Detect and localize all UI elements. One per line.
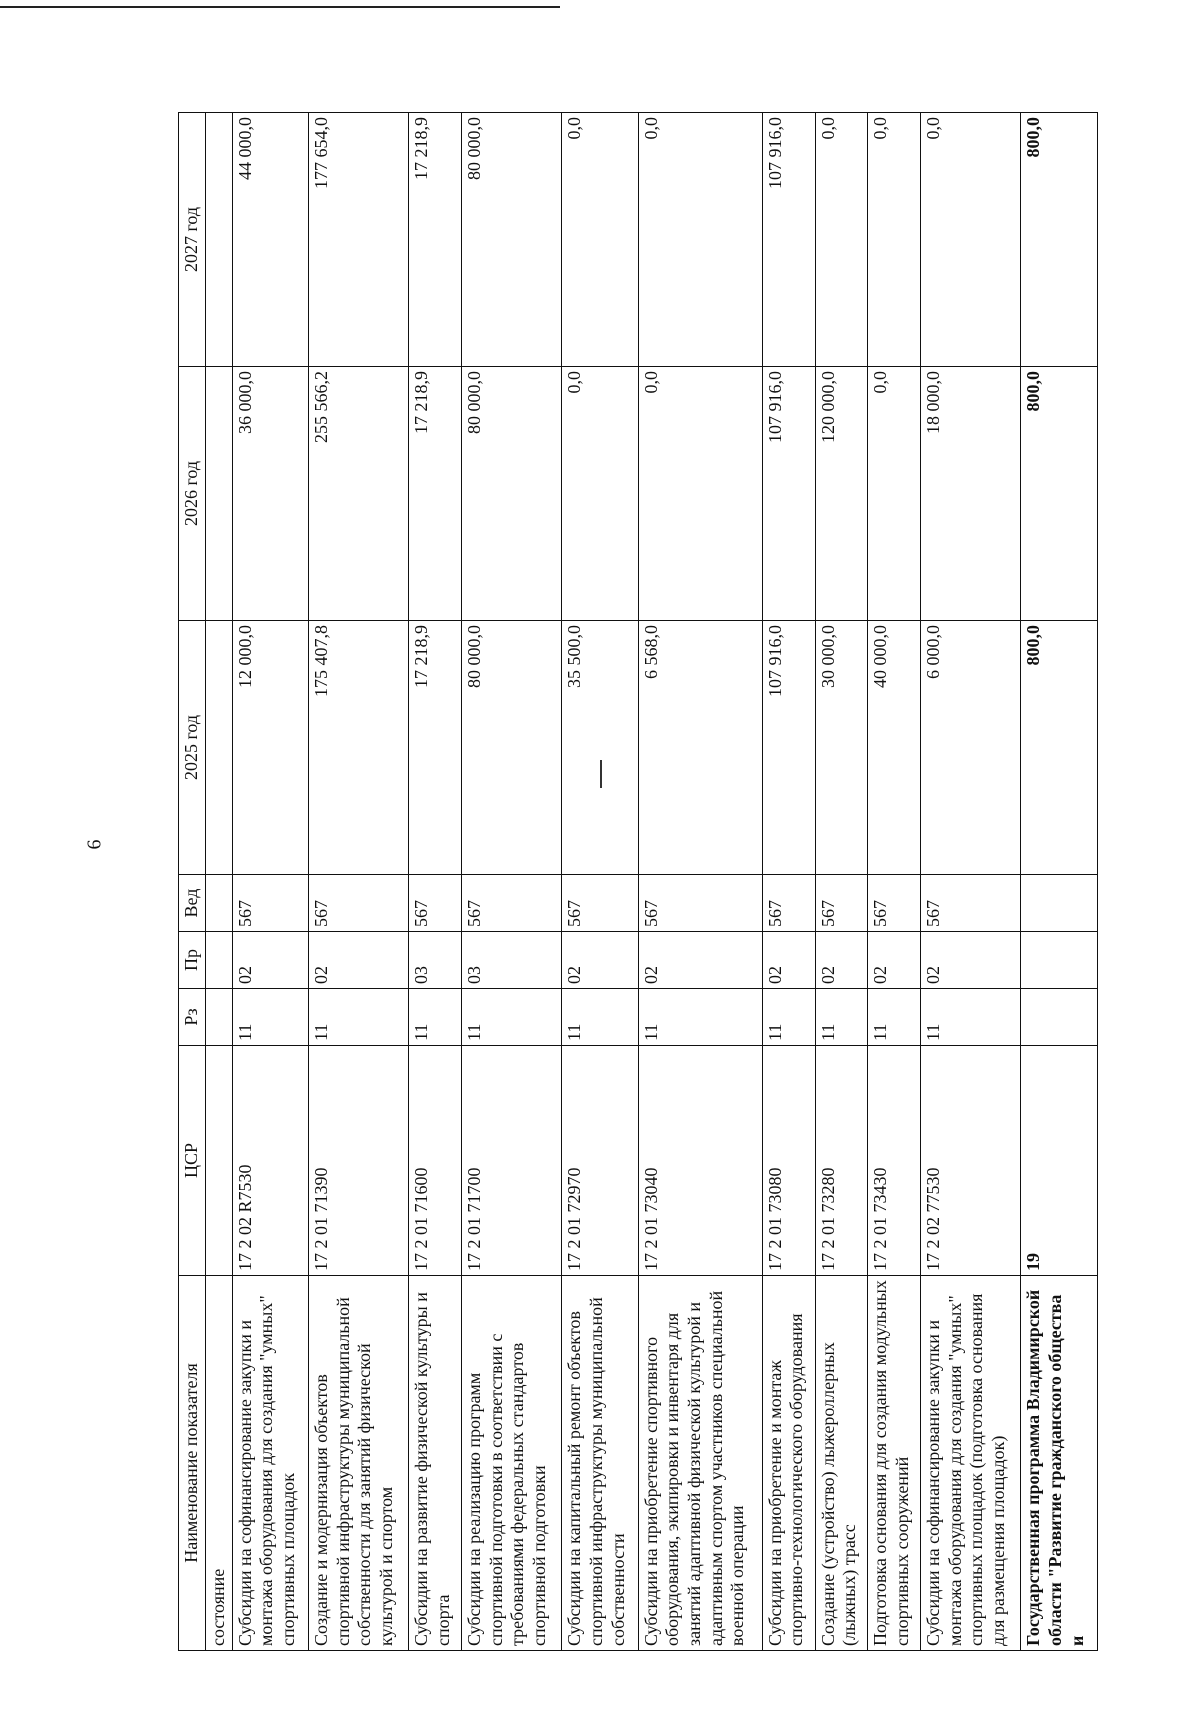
cell-name: Создание (устройство) лыжероллерных (лыжных) трасс [815, 1276, 868, 1651]
table-row [815, 113, 868, 1651]
cell-rz: 11 [462, 989, 562, 1046]
cell-2026: 255 566,2 [309, 367, 409, 621]
cell-2027: 800,0 [1021, 113, 1098, 367]
cell-rz: 11 [762, 989, 815, 1046]
cell-pr: 02 [232, 932, 309, 989]
cell-csr: 17 2 01 73430 [868, 1046, 921, 1276]
header-2026: 2026 год [179, 367, 206, 621]
cell-2025: 12 000,0 [232, 621, 309, 875]
header-csr: ЦСР [179, 1046, 206, 1276]
budget-table [178, 112, 1098, 1651]
scan-edge-line [0, 6, 560, 8]
table-row [762, 113, 815, 1651]
cell-2026: 17 218,9 [409, 367, 462, 621]
cell-2026: 107 916,0 [762, 367, 815, 621]
cell-name: Субсидии на капитальный ремонт объектов спортивной инфраструктуры муниципальной собственности [562, 1276, 639, 1651]
cell-name: Субсидии на софинансирование закупки и монтажа оборудования для создания "умных" спортивных площадок [232, 1276, 309, 1651]
cell-csr: 17 2 01 73080 [762, 1046, 815, 1276]
cell-2027: 0,0 [815, 113, 868, 367]
cell-csr: 17 2 02 77530 [921, 1046, 1021, 1276]
cell-2027: 80 000,0 [462, 113, 562, 367]
cell-name: Субсидии на софинансирование закупки и монтажа оборудования для создания "умных" спортивных площадок (подготовка основания для размещения площадок) [921, 1276, 1021, 1651]
table-row [309, 113, 409, 1651]
cell-name: Субсидии на реализацию программ спортивной подготовки в соответствии с требованиями федеральных стандартов спортивной подготовки [462, 1276, 562, 1651]
table-row [868, 113, 921, 1651]
cell-ved: 567 [309, 875, 409, 932]
cell-2026: 0,0 [562, 367, 639, 621]
cell-ved: 567 [815, 875, 868, 932]
cell-pr: 02 [309, 932, 409, 989]
cell-2027: 177 654,0 [309, 113, 409, 367]
cell-pr: 02 [762, 932, 815, 989]
cell-csr: 17 2 01 71390 [309, 1046, 409, 1276]
header-ved: Вед [179, 875, 206, 932]
continuation-text: состояние [205, 1276, 232, 1651]
table-row [562, 113, 639, 1651]
cell-2026: 800,0 [1021, 367, 1098, 621]
cell-pr [1021, 932, 1098, 989]
cell-pr: 02 [868, 932, 921, 989]
budget-table-container [178, 113, 1098, 1651]
table-row [462, 113, 562, 1651]
table-row-total [1021, 113, 1098, 1651]
cell-ved: 567 [638, 875, 762, 932]
cell-2026: 36 000,0 [232, 367, 309, 621]
cell-2026: 80 000,0 [462, 367, 562, 621]
cell-2025: 30 000,0 [815, 621, 868, 875]
table-row [409, 113, 462, 1651]
cell-csr: 17 2 02 R7530 [232, 1046, 309, 1276]
cell-rz: 11 [309, 989, 409, 1046]
cell-2027: 0,0 [562, 113, 639, 367]
cell-rz: 11 [409, 989, 462, 1046]
cell-2026: 0,0 [868, 367, 921, 621]
cell-ved: 567 [762, 875, 815, 932]
page-number: 6 [83, 839, 106, 850]
cell-ved: 567 [562, 875, 639, 932]
cell-name: Создание и модернизация объектов спортивной инфраструктуры муниципальной собственности для занятий физической культурой и спортом [309, 1276, 409, 1651]
cell-2025: 80 000,0 [462, 621, 562, 875]
cell-2027: 0,0 [638, 113, 762, 367]
cell-2025: 800,0 [1021, 621, 1098, 875]
header-pr: Пр [179, 932, 206, 989]
table-row-continuation [205, 113, 232, 1651]
header-rz: Рз [179, 989, 206, 1046]
cell-csr: 17 2 01 73280 [815, 1046, 868, 1276]
cell-rz: 11 [232, 989, 309, 1046]
cell-csr: 17 2 01 72970 [562, 1046, 639, 1276]
cell-2027: 44 000,0 [232, 113, 309, 367]
cell-pr: 03 [462, 932, 562, 989]
header-2027: 2027 год [179, 113, 206, 367]
cell-2025: 35 500,0 [562, 621, 639, 875]
cell-pr: 02 [815, 932, 868, 989]
cell-pr: 03 [409, 932, 462, 989]
cell-csr: 19 [1021, 1046, 1098, 1276]
cell-2027: 0,0 [921, 113, 1021, 367]
cell-csr: 17 2 01 73040 [638, 1046, 762, 1276]
cell-ved: 567 [409, 875, 462, 932]
table-header-row [179, 113, 206, 1651]
header-2025: 2025 год [179, 621, 206, 875]
cell-ved: 567 [868, 875, 921, 932]
table-row [638, 113, 762, 1651]
cell-pr: 02 [921, 932, 1021, 989]
cell-name: Подготовка основания для создания модульных спортивных сооружений [868, 1276, 921, 1651]
header-name: Наименование показателя [179, 1276, 206, 1651]
cell-2025: 40 000,0 [868, 621, 921, 875]
cell-rz: 11 [868, 989, 921, 1046]
cell-2027: 17 218,9 [409, 113, 462, 367]
cell-2025: 175 407,8 [309, 621, 409, 875]
cell-2025: 107 916,0 [762, 621, 815, 875]
cell-csr: 17 2 01 71600 [409, 1046, 462, 1276]
cell-2025: 6 000,0 [921, 621, 1021, 875]
table-body [205, 113, 1097, 1651]
cell-ved [1021, 875, 1098, 932]
cell-2025: 6 568,0 [638, 621, 762, 875]
cell-2026: 0,0 [638, 367, 762, 621]
cell-ved: 567 [921, 875, 1021, 932]
cell-name: Субсидии на приобретение и монтаж спортивно-технологического оборудования [762, 1276, 815, 1651]
cell-rz: 11 [921, 989, 1021, 1046]
cell-2027: 107 916,0 [762, 113, 815, 367]
table-row [921, 113, 1021, 1651]
cell-pr: 02 [638, 932, 762, 989]
cell-name: Государственная программа Владимирской области "Развитие гражданского общества и [1021, 1276, 1098, 1651]
cell-rz: 11 [638, 989, 762, 1046]
cell-2025: 17 218,9 [409, 621, 462, 875]
cell-csr: 17 2 01 71700 [462, 1046, 562, 1276]
cell-2027: 0,0 [868, 113, 921, 367]
cell-pr: 02 [562, 932, 639, 989]
cell-rz: 11 [562, 989, 639, 1046]
cell-rz [1021, 989, 1098, 1046]
cell-2026: 120 000,0 [815, 367, 868, 621]
cell-ved: 567 [462, 875, 562, 932]
table-row [232, 113, 309, 1651]
cell-name: Субсидии на приобретение спортивного оборудования, экипировки и инвентаря для занятий адаптивной физической культурой и адаптивным спортом участников специальной военной операции [638, 1276, 762, 1651]
cell-ved: 567 [232, 875, 309, 932]
cell-name: Субсидии на развитие физической культуры и спорта [409, 1276, 462, 1651]
cell-rz: 11 [815, 989, 868, 1046]
cell-2026: 18 000,0 [921, 367, 1021, 621]
